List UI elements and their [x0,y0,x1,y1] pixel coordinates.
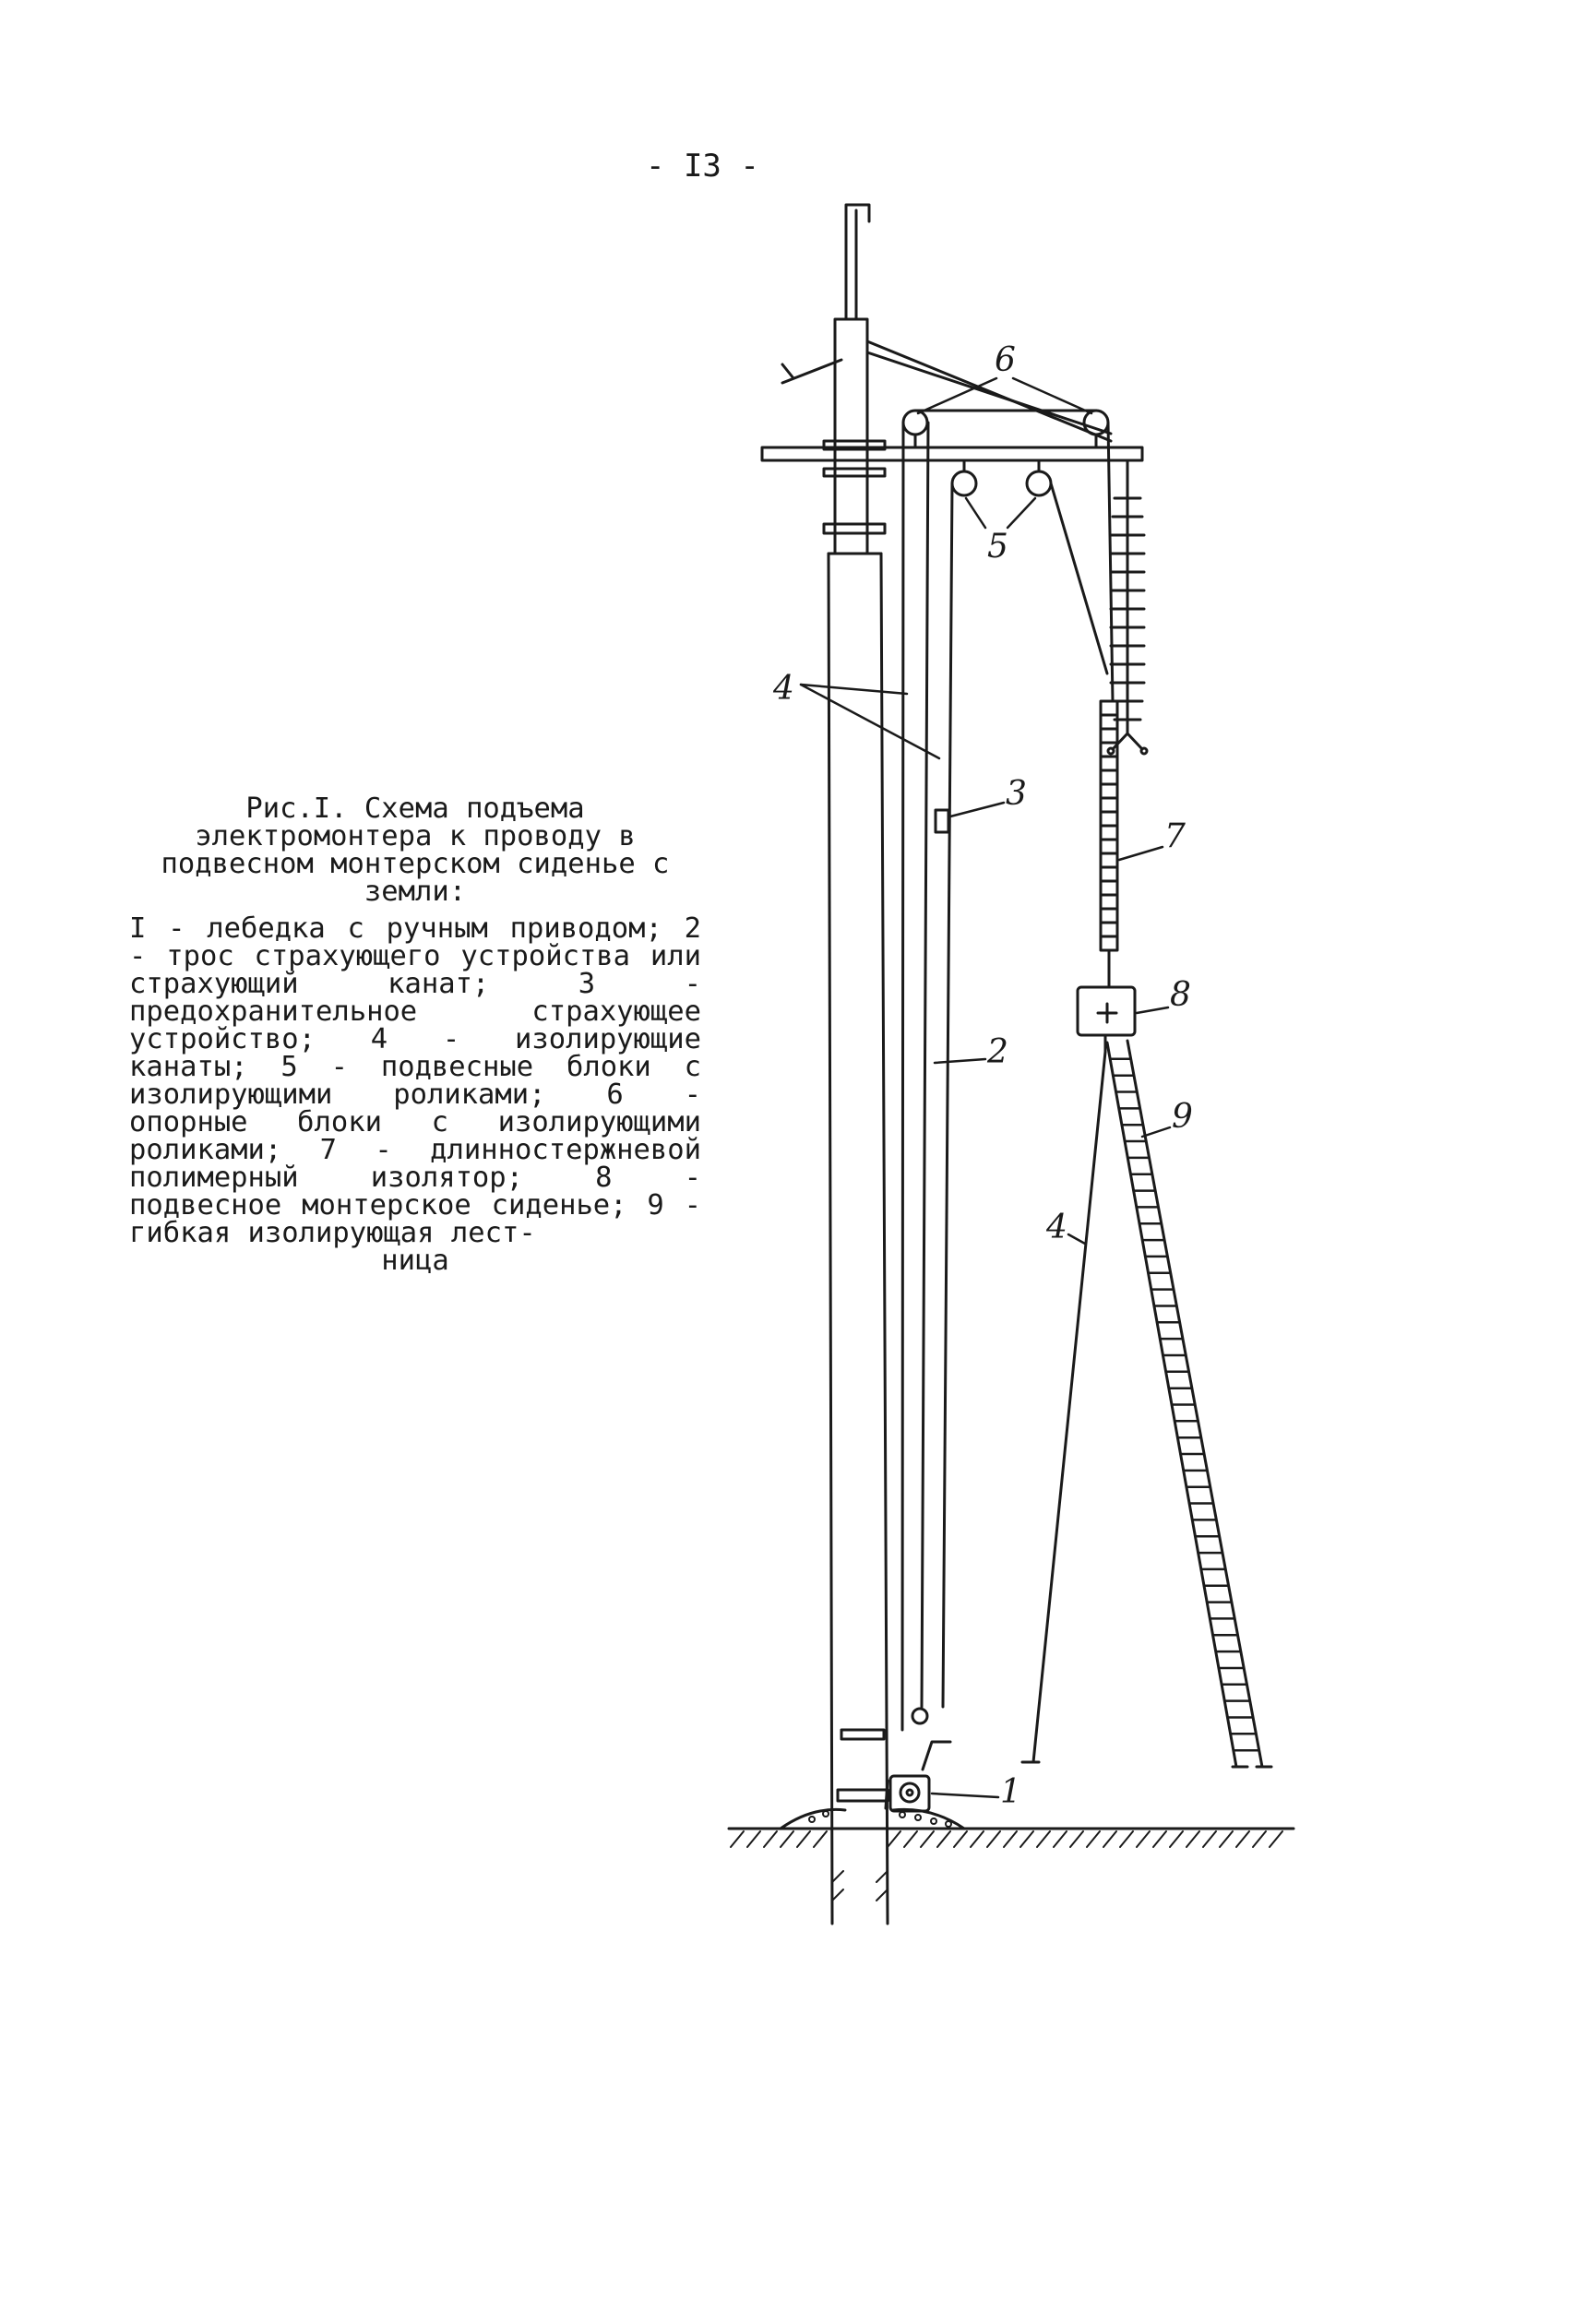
label-4-top: 4 [773,670,794,708]
label-5: 5 [987,528,1008,566]
caption-legend-end: ница [381,1245,449,1277]
hand-winch [886,1742,950,1811]
suspended-blocks [952,460,1051,495]
label-4-bottom: 4 [1046,1209,1067,1246]
insulating-ropes [936,423,1113,1762]
label-9: 9 [1172,1098,1193,1136]
safety-rope [902,423,928,1730]
label-6: 6 [995,341,1016,379]
label-2: 2 [987,1033,1008,1071]
long-rod-insulator [1101,701,1117,987]
insulator-string [1108,460,1147,754]
page-number: - I3 - [646,148,759,185]
label-7: 7 [1164,817,1186,855]
label-3: 3 [1006,775,1027,813]
flexible-ladder [1107,1041,1271,1767]
ground [729,1809,1294,1847]
label-8: 8 [1170,976,1191,1014]
caption-title: Рис.I. Схема подъема электромонтера к проводу в подвесном монтерском сиденье с земли: [161,793,670,908]
crossarm [762,341,1142,460]
pole [824,205,888,1924]
label-1: 1 [1000,1773,1021,1811]
support-blocks [903,411,1108,447]
caption-legend: I - лебедка с ручным приводом; 2 - трос страхующего устройства или страхующий канат; 3 - предохранительное страхующее устройство; 4 - изолирующие канаты; 5 - подвесные блоки с изолирующими роликами; 6 - опорные блоки с изолирующими роликами; 7 - длинностержневой полимерный изолятор; 8 - подвесное монтерское сиденье; 9 - гибкая изолирующая лест- [129,912,701,1249]
